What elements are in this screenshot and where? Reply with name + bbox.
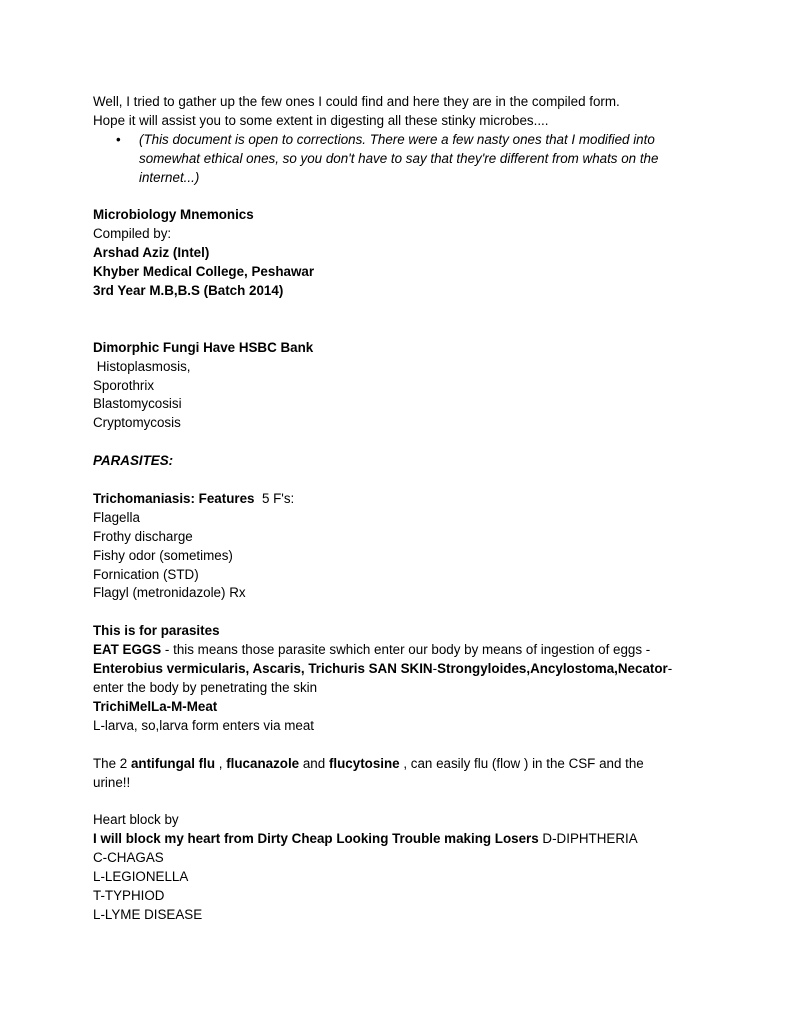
heart-block-item: L-LYME DISEASE [93,906,203,922]
spacer [93,736,713,755]
flucytosine: flucytosine [328,755,400,771]
antifungal-flu: antifungal flu [130,755,216,771]
heart-block-item: C-CHAGAS [93,850,164,866]
tricho-item: Fishy odor (sometimes) [93,547,233,563]
eat-eggs-line [93,641,713,660]
eat-eggs-text: - this means those parasite swhich enter our body by means of ingestion of eggs - [161,642,651,658]
compiled-by-label: Compiled by: [93,226,172,242]
parasites-heading: PARASITES: [93,453,174,469]
college-name: Khyber Medical College, Peshawar [93,264,315,280]
spacer [93,188,713,207]
heart-block-first-item: D-DIPHTHERIA [538,831,638,847]
spacer [93,471,713,490]
heart-block-intro: Heart block by [93,812,179,828]
antifungal-line-2: urine!! [93,774,131,790]
author-name: Arshad Aziz (Intel) [93,245,210,261]
skin-species: Strongyloides,Ancylostoma,Necator [437,661,668,677]
species-dash: - [432,661,438,677]
antifungal-text: and [299,755,329,771]
document-page [93,93,713,925]
spacer [93,301,713,320]
intro-bullet-list [93,131,713,188]
bullet-dot-icon: • [116,131,121,147]
antifungal-text: , [215,755,227,771]
eat-eggs-label: EAT EGGS [93,642,162,658]
spacer [93,603,713,622]
dimorphic-item: Sporothrix [93,377,155,393]
meat-line: L-larva, so,larva form enters via meat [93,717,315,733]
antifungal-text: , can easily flu (flow ) in the CSF and the [399,755,644,771]
intro-line-2: Hope it will assist you to some extent in digesting all these stinky microbes.... [93,112,549,128]
meat-heading: TrichiMelLa-M-Meat [93,698,218,714]
intro-line-1: Well, I tried to gather up the few ones I could find and here they are in the compiled form. [93,94,620,109]
bullet-text-line-2: somewhat ethical ones, so you don't have to say that they're different from whats on the [139,150,659,166]
heart-block-mnemonic-line [93,830,713,849]
tricho-item: Fornication (STD) [93,566,199,582]
egg-species: Enterobius vermicularis, Ascaris, Trichuris SAN SKIN [93,661,433,677]
parasite-entry-heading: This is for parasites [93,623,220,639]
antifungal-text: The 2 [93,755,131,771]
flucanazole: flucanazole [226,755,300,771]
antifungal-line-1 [93,755,713,774]
parasite-species-line [93,660,713,679]
skin-entry-line: enter the body by penetrating the skin [93,680,318,695]
tricho-item: Frothy discharge [93,528,193,544]
year-batch: 3rd Year M.B,B.S (Batch 2014) [93,283,284,299]
tricho-heading-line [93,490,713,509]
spacer [93,320,713,339]
dimorphic-heading: Dimorphic Fungi Have HSBC Bank [93,339,314,355]
tricho-heading-suffix: 5 F's: [254,490,295,506]
dimorphic-item: Blastomycosisi [93,396,182,412]
dimorphic-item: Cryptomycosis [93,415,181,431]
heart-block-item: L-LEGIONELLA [93,869,189,885]
bullet-text-line-1: (This document is open to corrections. There were a few nasty ones that I modified into [139,131,655,147]
heart-block-mnemonic: I will block my heart from Dirty Cheap Looking Trouble making Losers [93,831,539,847]
intro-bullet-item [116,131,713,188]
dimorphic-item: Histoplasmosis, [93,358,191,374]
spacer [93,433,713,452]
tricho-item: Flagella [93,509,140,525]
document-title: Microbiology Mnemonics [93,207,254,223]
species-trailing-dash: - [667,661,673,677]
tricho-item: Flagyl (metronidazole) Rx [93,585,246,601]
heart-block-item: T-TYPHIOD [93,887,165,903]
tricho-heading: Trichomaniasis: Features [93,490,255,506]
spacer [93,792,713,811]
bullet-text-line-3: internet...) [139,169,200,185]
